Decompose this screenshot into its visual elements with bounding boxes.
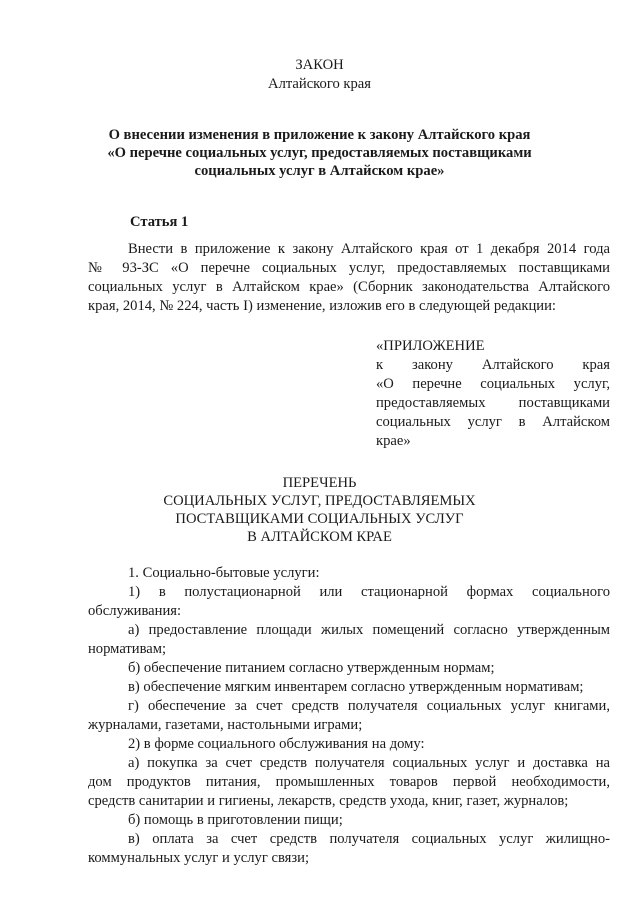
list-item: г) обеспечение за счет средств получателя социальных услуг книгами, [128,698,610,714]
list-title [0,474,639,546]
paragraph-line: № 93-ЗС «О перечне социальных услуг, предоставляемых поставщиками [88,260,610,276]
appendix-line: предоставляемых поставщиками [376,395,610,411]
law-title-line: О внесении изменения в приложение к закону Алтайского края [108,127,531,143]
list-title-line: ПЕРЕЧЕНЬ [282,475,357,491]
list-item: 1) в полустационарной или стационарной формах социального [128,584,610,600]
paragraph-line: социальных услуг в Алтайском крае» (Сборник законодательства Алтайского [88,279,610,295]
list-item: коммунальных услуг и услуг связи; [88,850,310,866]
law-title-line: социальных услуг в Алтайском крае» [194,163,445,179]
appendix-line: «О перечне социальных услуг, [376,376,610,392]
list-title-line: ПОСТАВЩИКАМИ СОЦИАЛЬНЫХ УСЛУГ [175,511,464,527]
appendix-block [376,337,610,451]
services-list [88,564,610,868]
list-item: в) обеспечение мягким инвентарем согласно утвержденным нормативам; [128,679,584,695]
list-title-line: СОЦИАЛЬНЫХ УСЛУГ, ПРЕДОСТАВЛЯЕМЫХ [163,493,476,509]
list-item: а) покупка за счет средств получателя социальных услуг и доставка на [128,755,610,771]
list-item: обслуживания: [88,603,182,619]
appendix-line: социальных услуг в Алтайском [376,414,610,430]
list-item: средств санитарии и гигиены, лекарств, средств ухода, книг, газет, журналов; [88,793,569,809]
list-item: 2) в форме социального обслуживания на дому: [128,736,425,752]
paragraph-line: Внести в приложение к закону Алтайского края от 1 декабря 2014 года [128,241,610,257]
list-item: дом продуктов питания, промышленных товаров первой необходимости, [88,774,610,790]
law-title [0,126,639,180]
appendix-line: к закону Алтайского края [376,357,610,373]
list-item: в) оплата за счет средств получателя социальных услуг жилищно- [128,831,610,847]
article-heading: Статья 1 [130,214,189,230]
law-header [0,56,639,94]
article-paragraph [88,240,610,316]
list-item: б) помощь в приготовлении пищи; [128,812,343,828]
law-title-line: «О перечне социальных услуг, предоставляемых поставщиками [107,145,532,161]
list-item: журналами, газетами, настольными играми; [88,717,363,733]
appendix-line: крае» [376,433,411,449]
list-item: б) обеспечение питанием согласно утвержденным нормам; [128,660,495,676]
paragraph-line: края, 2014, № 224, часть I) изменение, изложив его в следующей редакции: [88,298,556,314]
list-item: 1. Социально-бытовые услуги: [128,565,320,581]
appendix-line: «ПРИЛОЖЕНИЕ [376,338,485,354]
law-region: Алтайского края [268,76,371,92]
law-type: ЗАКОН [295,57,344,73]
list-item: нормативам; [88,641,167,657]
list-title-line: В АЛТАЙСКОМ КРАЕ [247,529,392,545]
list-item: а) предоставление площади жилых помещений согласно утвержденным [128,622,610,638]
